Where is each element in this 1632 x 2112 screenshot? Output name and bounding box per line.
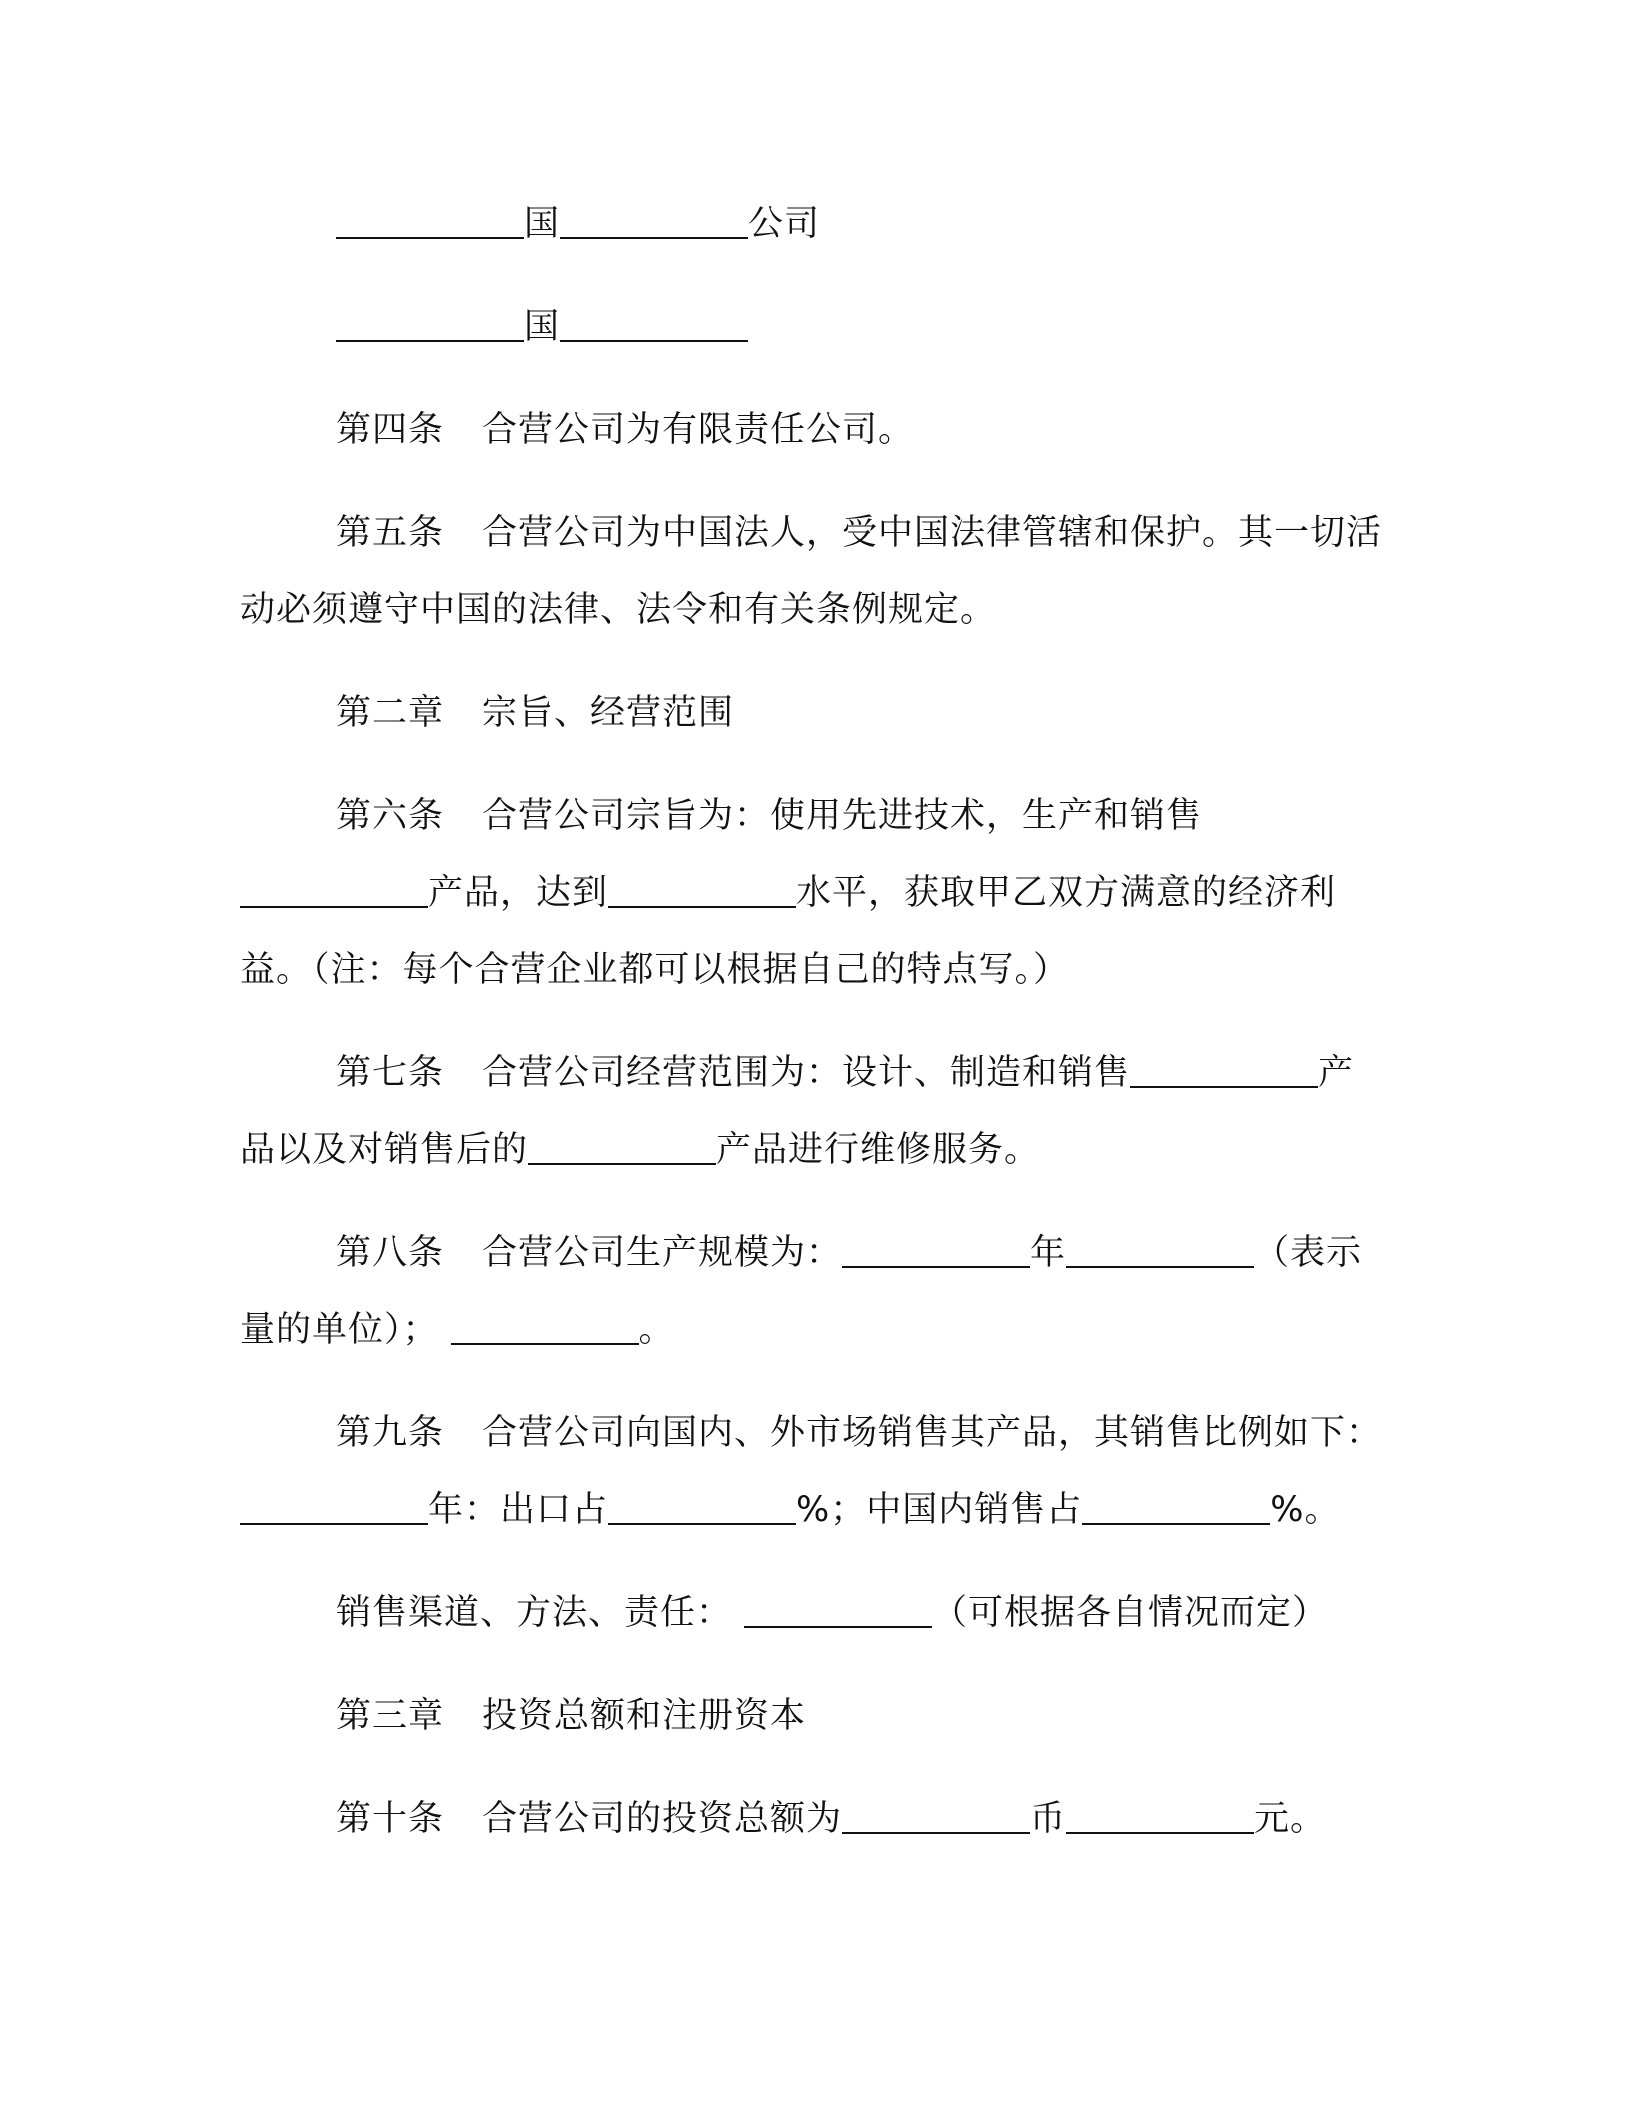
fill-blank — [1082, 1493, 1270, 1525]
article-text: 合营公司为有限责任公司。 — [482, 410, 915, 450]
article-7 — [240, 1035, 1390, 1189]
fill-blank — [1066, 1236, 1254, 1268]
article-text: （表示量的单位）； — [240, 1233, 1363, 1350]
chapter-title: 投资总额和注册资本 — [482, 1696, 807, 1736]
paragraph-party-country-2 — [240, 289, 1390, 366]
article-heading: 第八条 — [336, 1233, 445, 1273]
article-heading: 第十条 — [336, 1799, 445, 1839]
fill-blank — [528, 1133, 716, 1165]
article-8 — [240, 1215, 1390, 1369]
fill-blank — [608, 1493, 796, 1525]
article-text: 合营公司经营范围为：设计、制造和销售 — [482, 1053, 1131, 1093]
article-10 — [240, 1781, 1390, 1858]
article-heading: 第五条 — [336, 513, 445, 553]
article-4 — [240, 392, 1390, 469]
fill-blank — [451, 1313, 639, 1345]
article-text: 合营公司的投资总额为 — [482, 1799, 843, 1839]
chapter-3 — [240, 1678, 1390, 1755]
fill-blank — [240, 876, 428, 908]
chapter-2 — [240, 675, 1390, 752]
article-text: 合营公司为中国法人，受中国法律管辖和保护。其一切活动必须遵守中国的法律、法令和有关条例规定。 — [240, 513, 1383, 630]
fill-blank — [240, 1493, 428, 1525]
article-text: 销售渠道、方法、责任： — [336, 1593, 733, 1633]
article-text: （可根据各自情况而定） — [932, 1593, 1329, 1633]
article-heading: 第六条 — [336, 796, 445, 836]
article-text: %。 — [1270, 1490, 1341, 1530]
article-5 — [240, 495, 1390, 649]
company-label: 公司 — [748, 204, 821, 244]
sales-channel-paragraph — [240, 1575, 1390, 1652]
article-text: 产品进行维修服务。 — [716, 1130, 1041, 1170]
chapter-heading: 第二章 — [336, 693, 445, 733]
article-text: 合营公司生产规模为： — [482, 1233, 843, 1273]
document-content — [240, 186, 1390, 1884]
fill-blank — [560, 310, 748, 342]
country-label: 国 — [524, 204, 561, 244]
fill-blank — [336, 310, 524, 342]
article-9 — [240, 1395, 1390, 1549]
chapter-heading: 第三章 — [336, 1696, 445, 1736]
article-text: 元。 — [1254, 1799, 1327, 1839]
chapter-title: 宗旨、经营范围 — [482, 693, 735, 733]
article-text: %；中国内销售占 — [796, 1490, 1083, 1530]
fill-blank — [1130, 1056, 1318, 1088]
article-text: 。 — [638, 1310, 675, 1350]
article-text: 年 — [1030, 1233, 1067, 1273]
article-text: 合营公司向国内、外市场销售其产品，其销售比例如下： — [482, 1413, 1383, 1453]
article-text: 产品，达到 — [428, 873, 609, 913]
article-heading: 第九条 — [336, 1413, 445, 1453]
article-heading: 第七条 — [336, 1053, 445, 1093]
article-text: 币 — [1030, 1799, 1067, 1839]
fill-blank — [608, 876, 796, 908]
fill-blank — [560, 207, 748, 239]
article-text: 水平，获取甲乙双方满意的经济利益。（注：每个合营企业都可以根据自己的特点写。） — [240, 873, 1337, 990]
fill-blank — [1066, 1802, 1254, 1834]
article-text: 产品以及对销售后的 — [240, 1053, 1355, 1170]
article-heading: 第四条 — [336, 410, 445, 450]
article-text: 年：出口占 — [428, 1490, 609, 1530]
country-label: 国 — [524, 307, 561, 347]
article-text: 合营公司宗旨为：使用先进技术，生产和销售 — [482, 796, 1203, 836]
paragraph-party-country-company-1 — [240, 186, 1390, 263]
fill-blank — [842, 1802, 1030, 1834]
fill-blank — [336, 207, 524, 239]
fill-blank — [842, 1236, 1030, 1268]
article-6 — [240, 778, 1390, 1009]
fill-blank — [744, 1596, 932, 1628]
